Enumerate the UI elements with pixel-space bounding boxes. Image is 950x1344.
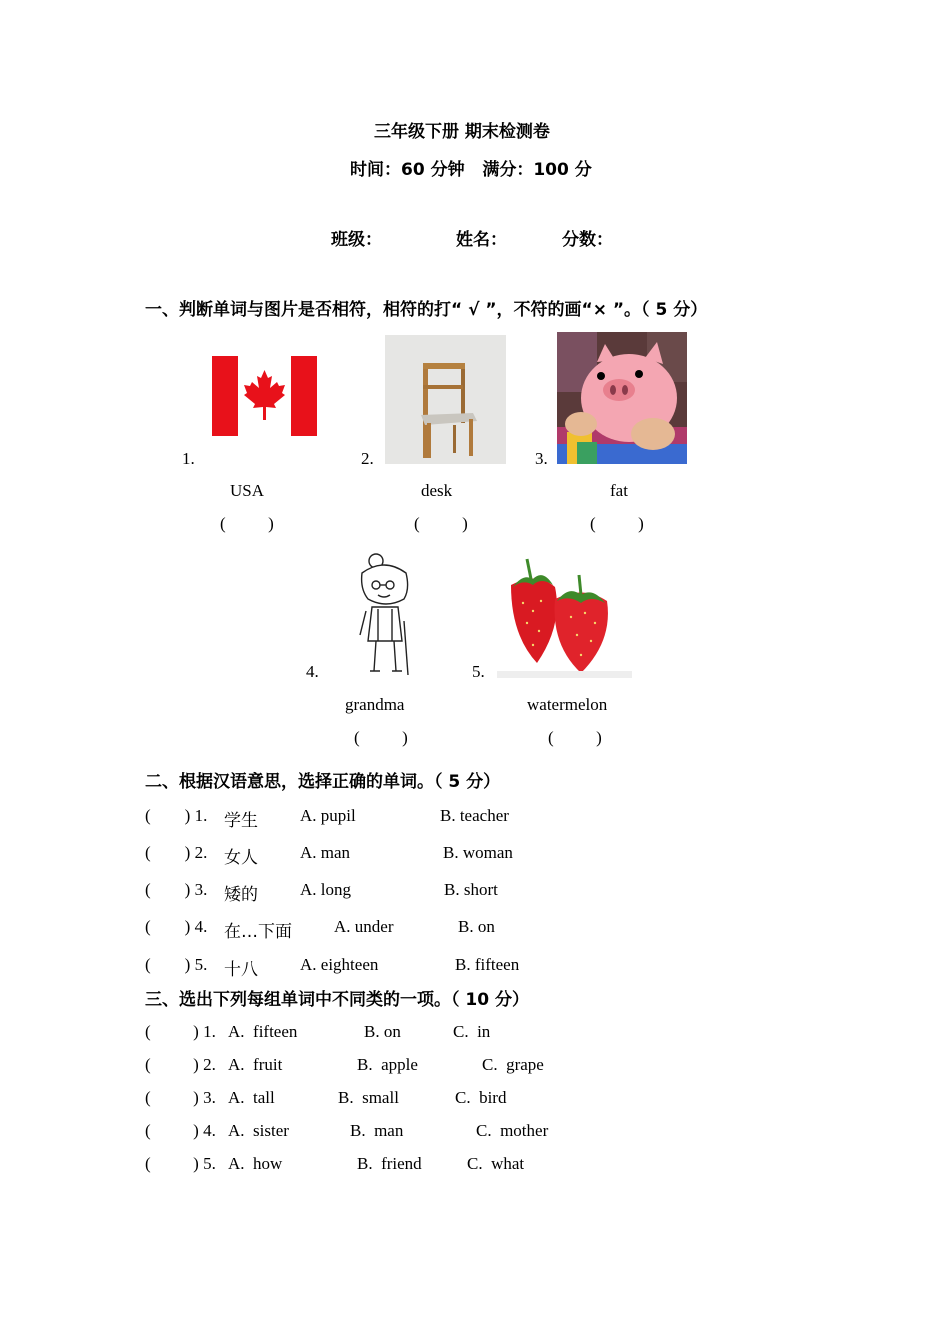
section3-heading: 三、选出下列每组单词中不同类的一项。（ 10 分） bbox=[145, 990, 529, 1010]
s3-q1-blank[interactable]: ( ) 1. bbox=[145, 1022, 216, 1041]
s3-q4-option-c: C. mother bbox=[476, 1121, 549, 1140]
section2-heading: 二、根据汉语意思，选择正确的单词。（ 5 分） bbox=[145, 772, 501, 792]
s2-q5-chinese: 十八 bbox=[224, 960, 258, 980]
s3-q4-option-a: A. sister bbox=[228, 1121, 289, 1140]
grandma-icon bbox=[354, 551, 419, 678]
s2-q4-option-b: B. on bbox=[458, 917, 495, 936]
item1-answer-blank[interactable]: ( ) bbox=[220, 514, 274, 533]
item2-word: desk bbox=[421, 481, 453, 500]
page-title: 三年级下册 期末检测卷 bbox=[374, 122, 550, 142]
s2-q5-blank[interactable]: ( ) 5. bbox=[145, 955, 208, 974]
s3-q4-blank[interactable]: ( ) 4. bbox=[145, 1121, 216, 1140]
s2-q4-chinese: 在…下面 bbox=[224, 922, 292, 942]
s3-q3-blank[interactable]: ( ) 3. bbox=[145, 1088, 216, 1107]
item5-word: watermelon bbox=[527, 695, 608, 714]
s3-q5-option-a: A. how bbox=[228, 1154, 283, 1173]
s2-q2-chinese: 女人 bbox=[224, 848, 258, 868]
s3-q1-option-c: C. in bbox=[453, 1022, 491, 1041]
item2-number: 2. bbox=[361, 449, 374, 468]
s2-q2-option-a: A. man bbox=[300, 843, 351, 862]
s3-q1-option-a: A. fifteen bbox=[228, 1022, 298, 1041]
score-label: 分数： bbox=[562, 230, 613, 250]
s2-q5-option-b: B. fifteen bbox=[455, 955, 520, 974]
s3-q3-option-c: C. bird bbox=[455, 1088, 507, 1107]
item1-number: 1. bbox=[182, 449, 195, 468]
s3-q4-option-b: B. man bbox=[350, 1121, 404, 1140]
s3-q2-blank[interactable]: ( ) 2. bbox=[145, 1055, 216, 1074]
s2-q3-blank[interactable]: ( ) 3. bbox=[145, 880, 208, 899]
s3-q5-blank[interactable]: ( ) 5. bbox=[145, 1154, 216, 1173]
section1-heading: 一、判断单词与图片是否相符，相符的打“ √ ”，不符的画“× ”。（ 5 分） bbox=[145, 300, 708, 320]
item3-word: fat bbox=[610, 481, 628, 500]
s3-q5-option-b: B. friend bbox=[357, 1154, 422, 1173]
s3-q2-option-a: A. fruit bbox=[228, 1055, 283, 1074]
item5-answer-blank[interactable]: ( ) bbox=[548, 728, 602, 747]
s3-q5-option-c: C. what bbox=[467, 1154, 525, 1173]
s2-q1-blank[interactable]: ( ) 1. bbox=[145, 806, 208, 825]
s2-q1-option-b: B. teacher bbox=[440, 806, 509, 825]
s2-q4-blank[interactable]: ( ) 4. bbox=[145, 917, 208, 936]
item4-word: grandma bbox=[345, 695, 405, 714]
class-label: 班级： bbox=[331, 230, 382, 250]
s3-q2-option-b: B. apple bbox=[357, 1055, 418, 1074]
item3-answer-blank[interactable]: ( ) bbox=[590, 514, 644, 533]
s3-q2-option-c: C. grape bbox=[482, 1055, 544, 1074]
item1-word: USA bbox=[230, 481, 265, 500]
s3-q1-option-b: B. on bbox=[364, 1022, 401, 1041]
item4-answer-blank[interactable]: ( ) bbox=[354, 728, 408, 747]
item5-number: 5. bbox=[472, 662, 485, 681]
s2-q1-chinese: 学生 bbox=[224, 811, 258, 831]
s2-q4-option-a: A. under bbox=[334, 917, 394, 936]
item2-answer-blank[interactable]: ( ) bbox=[414, 514, 468, 533]
s2-q2-blank[interactable]: ( ) 2. bbox=[145, 843, 208, 862]
item4-number: 4. bbox=[306, 662, 319, 681]
s2-q2-option-b: B. woman bbox=[443, 843, 513, 862]
time-info: 时间：60 分钟 满分：100 分 bbox=[350, 160, 592, 180]
s2-q1-option-a: A. pupil bbox=[300, 806, 356, 825]
chair-icon bbox=[385, 335, 506, 464]
name-label: 姓名： bbox=[456, 230, 507, 250]
pig-icon bbox=[557, 332, 687, 464]
s2-q3-option-a: A. long bbox=[300, 880, 351, 899]
canada-flag-icon bbox=[212, 356, 317, 436]
s3-q3-option-b: B. small bbox=[338, 1088, 399, 1107]
item3-number: 3. bbox=[535, 449, 548, 468]
s3-q3-option-a: A. tall bbox=[228, 1088, 275, 1107]
s2-q5-option-a: A. eighteen bbox=[300, 955, 379, 974]
s2-q3-chinese: 矮的 bbox=[224, 885, 258, 905]
strawberry-icon bbox=[497, 545, 632, 678]
s2-q3-option-b: B. short bbox=[444, 880, 498, 899]
